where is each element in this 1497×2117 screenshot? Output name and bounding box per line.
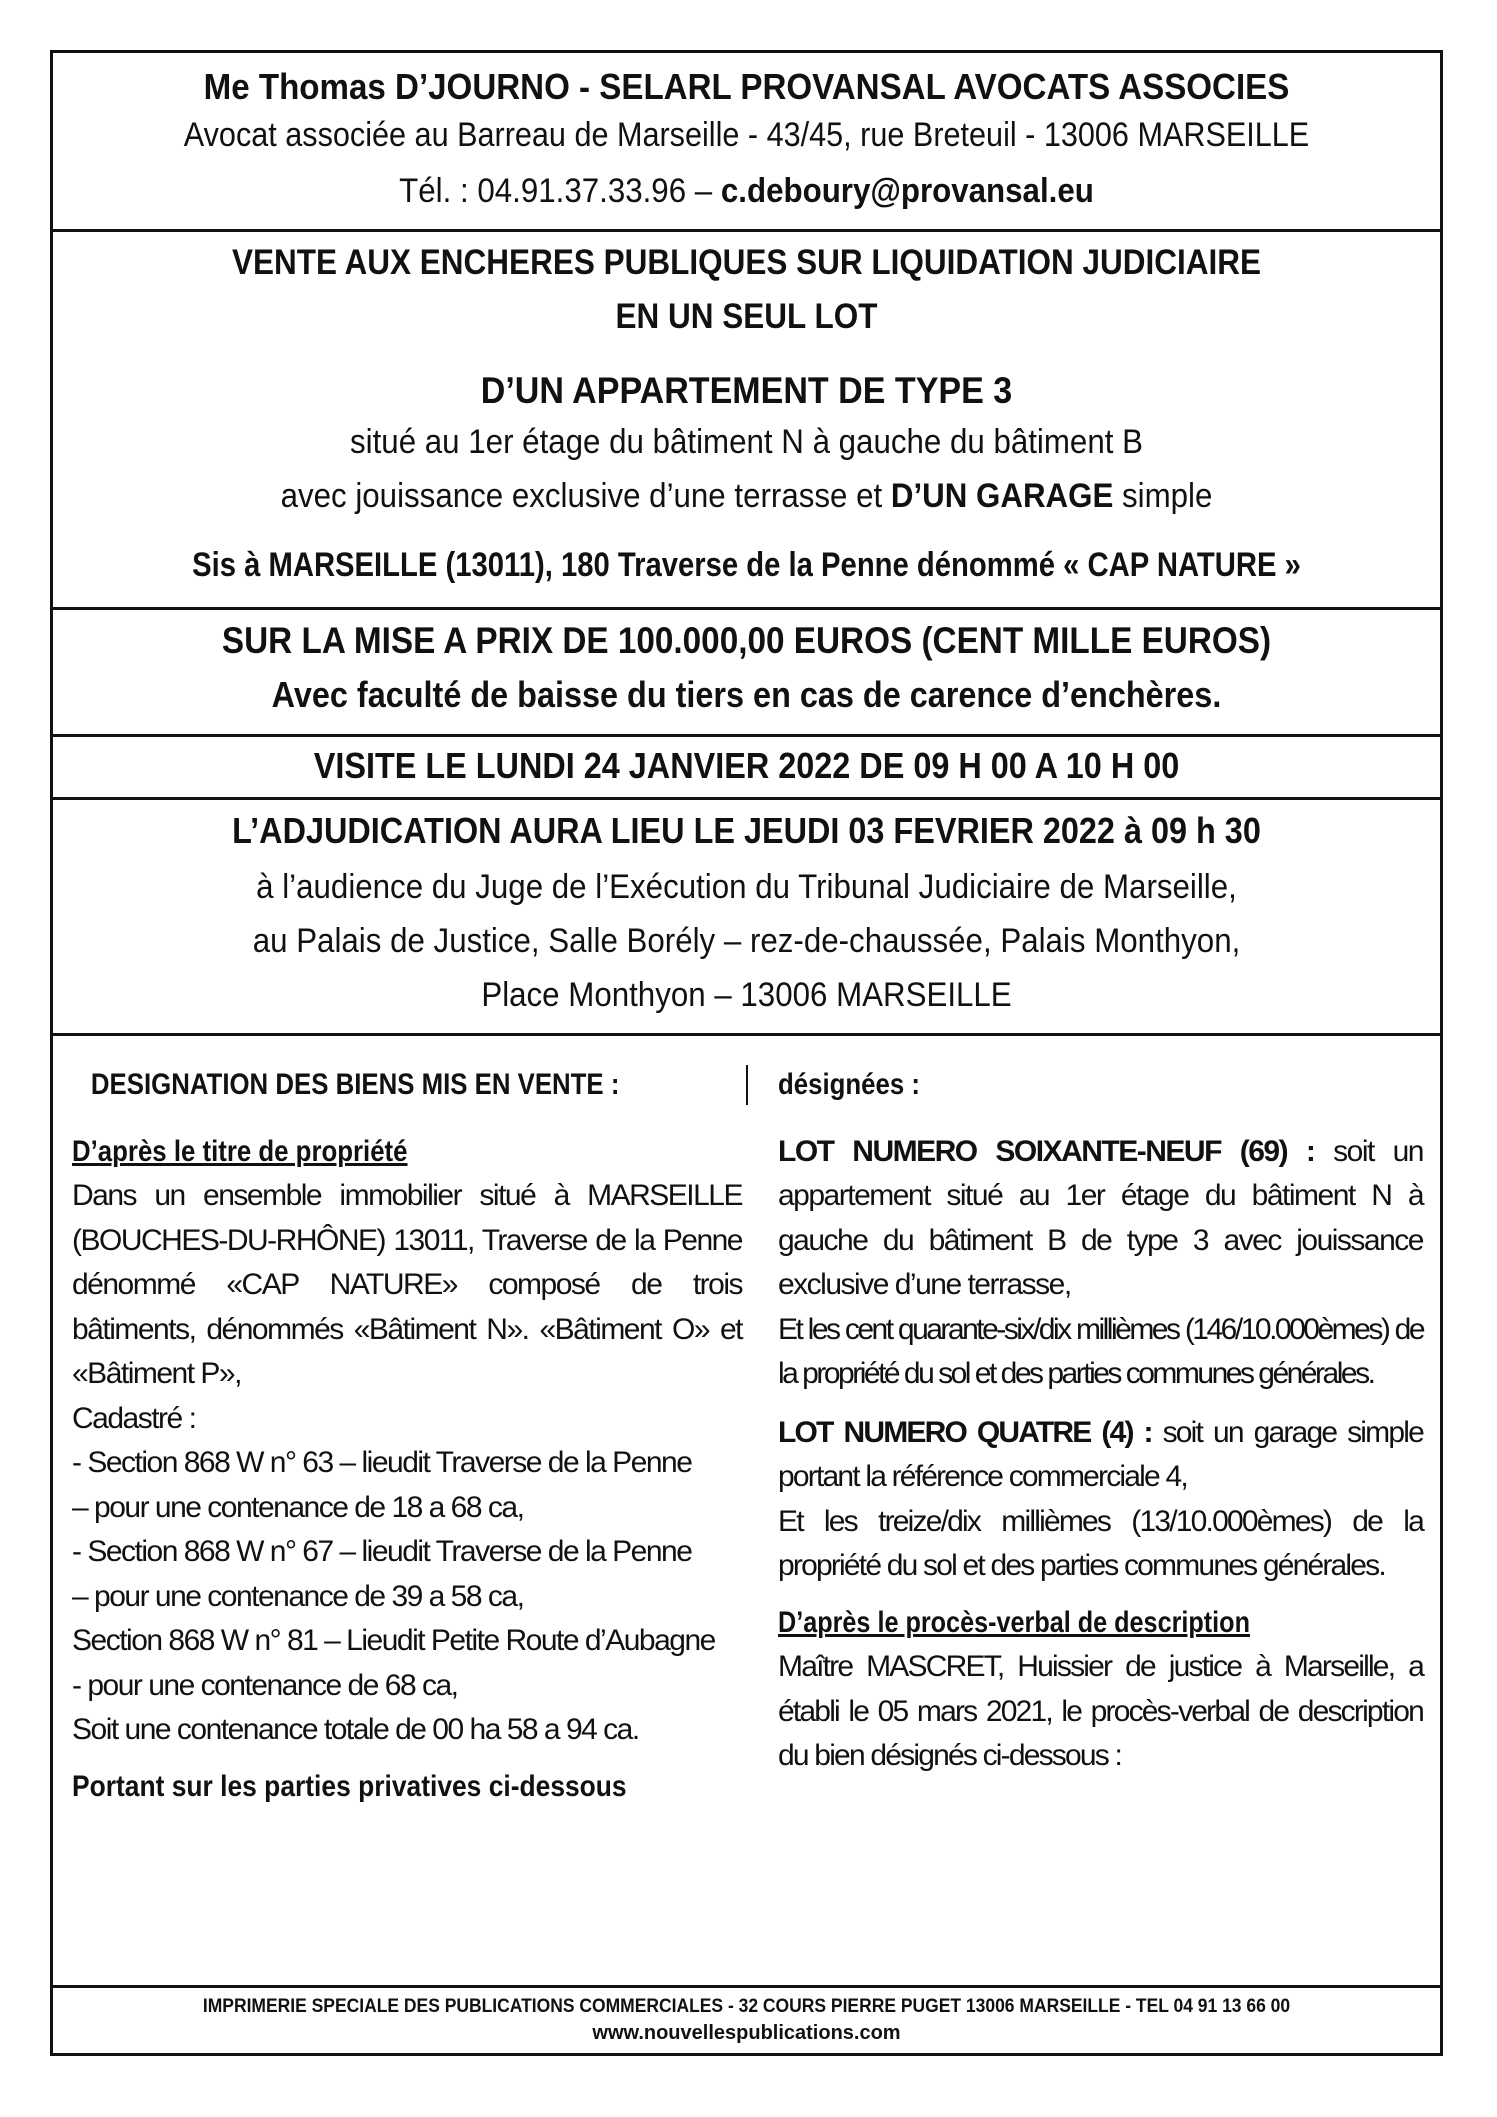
contact-line (106, 172, 1388, 211)
phone-text: Tél. : 04.91.37.33.96 – (399, 172, 713, 210)
address-line: Avocat associée au Barreau de Marseille - 43/45, rue Breteuil - 13006 MARSEILLE (183, 116, 1310, 154)
location-2-bold: D’UN GARAGE (890, 477, 1114, 515)
left-column (72, 1063, 742, 1809)
cadastre-1a: - Section 868 W n° 63 – lieudit Traverse de la Penne (72, 1446, 692, 1479)
building-description: Dans un ensemble immobilier situé à MARSEILLE (BOUCHES-DU-RHÔNE) 13011, Traverse de la Penne dénommé «CAP NATURE» composé de trois bâtiments, dénommés «Bâtiment N». «Bâtiment O» et «Bâtiment P», (72, 1179, 742, 1390)
website-link[interactable]: www.nouvellespublications.com (592, 2022, 901, 2044)
firm-line: Me Thomas D’JOURNO - SELARL PROVANSAL AVOCATS ASSOCIES (203, 66, 1290, 107)
cadastre-2b: – pour une contenance de 39 a 58 ca, (72, 1579, 524, 1613)
divider-2 (50, 607, 1443, 610)
sale-location-2 (106, 477, 1388, 516)
divider-4 (50, 797, 1443, 800)
lot-4-paragraph (778, 1411, 1423, 1500)
pv-text: Maître MASCRET, Huissier de justice à Marseille, a établi le 05 mars 2021, le procès-verbal de description du bien désignés ci-dessous : (778, 1650, 1423, 1772)
total-area: Soit une contenance totale de 00 ha 58 a 94 ca. (72, 1713, 639, 1746)
title-deed-heading: D’après le titre de propriété (72, 1134, 408, 1168)
printer-line: IMPRIMERIE SPECIALE DES PUBLICATIONS COMMERCIALES - 32 COURS PIERRE PUGET 13006 MARSEILLE - TEL 04 91 13 66 00 (202, 1996, 1291, 2017)
divider-1 (50, 229, 1443, 232)
adjudication-line-2: à l’audience du Juge de l’Exécution du Tribunal Judiciaire de Marseille, (256, 868, 1237, 906)
lot-4-label: LOT NUMERO QUATRE (4) : (778, 1415, 1152, 1449)
cadastre-3a: Section 868 W n° 81 – Lieudit Petite Route d’Aubagne (72, 1624, 715, 1657)
location-2-post: simple (1122, 477, 1213, 515)
sale-subject: D’UN APPARTEMENT DE TYPE 3 (480, 370, 1013, 411)
divider-6 (50, 1985, 1443, 1988)
divider-5 (50, 1033, 1443, 1036)
lot-69-paragraph (778, 1130, 1423, 1308)
designees-heading: désignées : (778, 1068, 920, 1101)
pv-heading: D’après le procès-verbal de description (778, 1605, 1250, 1639)
sale-title-2: EN UN SEUL LOT (615, 297, 878, 336)
designation-heading: DESIGNATION DES BIENS MIS EN VENTE : (90, 1068, 620, 1101)
cadastre-label: Cadastré : (72, 1401, 196, 1435)
divider-3 (50, 734, 1443, 737)
lot-69-text: soit un appartement situé au 1er étage du bâtiment N à gauche du bâtiment B de type 3 avec jouissance exclusive d’une terrasse, (778, 1134, 1423, 1301)
adjudication-line-3: au Palais de Justice, Salle Borély – rez-de-chaussée, Palais Monthyon, (252, 922, 1241, 960)
sale-title-1: VENTE AUX ENCHERES PUBLIQUES SUR LIQUIDATION JUDICIAIRE (231, 243, 1262, 282)
location-2-pre: avec jouissance exclusive d’une terrasse et (280, 477, 883, 515)
lot-4-share: Et les treize/dix millièmes (13/10.000èmes) de la propriété du sol et des parties communes générales. (778, 1504, 1423, 1582)
cadastre-3b: - pour une contenance de 68 ca, (72, 1668, 458, 1702)
private-parts-line: Portant sur les parties privatives ci-dessous (72, 1769, 627, 1803)
sale-address: Sis à MARSEILLE (13011), 180 Traverse de la Penne dénommé « CAP NATURE » (192, 546, 1301, 584)
column-separator (746, 1065, 748, 1105)
right-column (778, 1063, 1423, 1779)
visit-line: VISITE LE LUNDI 24 JANVIER 2022 DE 09 H 00 A 10 H 00 (313, 745, 1180, 786)
cadastre-1b: – pour une contenance de 18 a 68 ca, (72, 1490, 524, 1524)
price-line-2: Avec faculté de baisse du tiers en cas de carence d’enchères. (271, 674, 1222, 715)
adjudication-line-4: Place Monthyon – 13006 MARSEILLE (481, 976, 1012, 1014)
sale-location-1: situé au 1er étage du bâtiment N à gauche du bâtiment B (350, 423, 1143, 461)
cadastre-2a: - Section 868 W n° 67 – lieudit Traverse de la Penne (72, 1535, 692, 1568)
email-link[interactable]: c.deboury@provansal.eu (720, 172, 1094, 210)
price-line-1: SUR LA MISE A PRIX DE 100.000,00 EUROS (CENT MILLE EUROS) (221, 620, 1272, 661)
lot-69-label: LOT NUMERO SOIXANTE-NEUF (69) : (778, 1134, 1315, 1168)
adjudication-line-1: L’ADJUDICATION AURA LIEU LE JEUDI 03 FEVRIER 2022 à 09 h 30 (232, 810, 1261, 851)
lot-69-share: Et les cent quarante-six/dix millièmes (146/10.000èmes) de la propriété du sol et des parties communes générales. (778, 1312, 1423, 1390)
lot-4-text: soit un garage simple portant la référence commerciale 4, (778, 1415, 1423, 1493)
